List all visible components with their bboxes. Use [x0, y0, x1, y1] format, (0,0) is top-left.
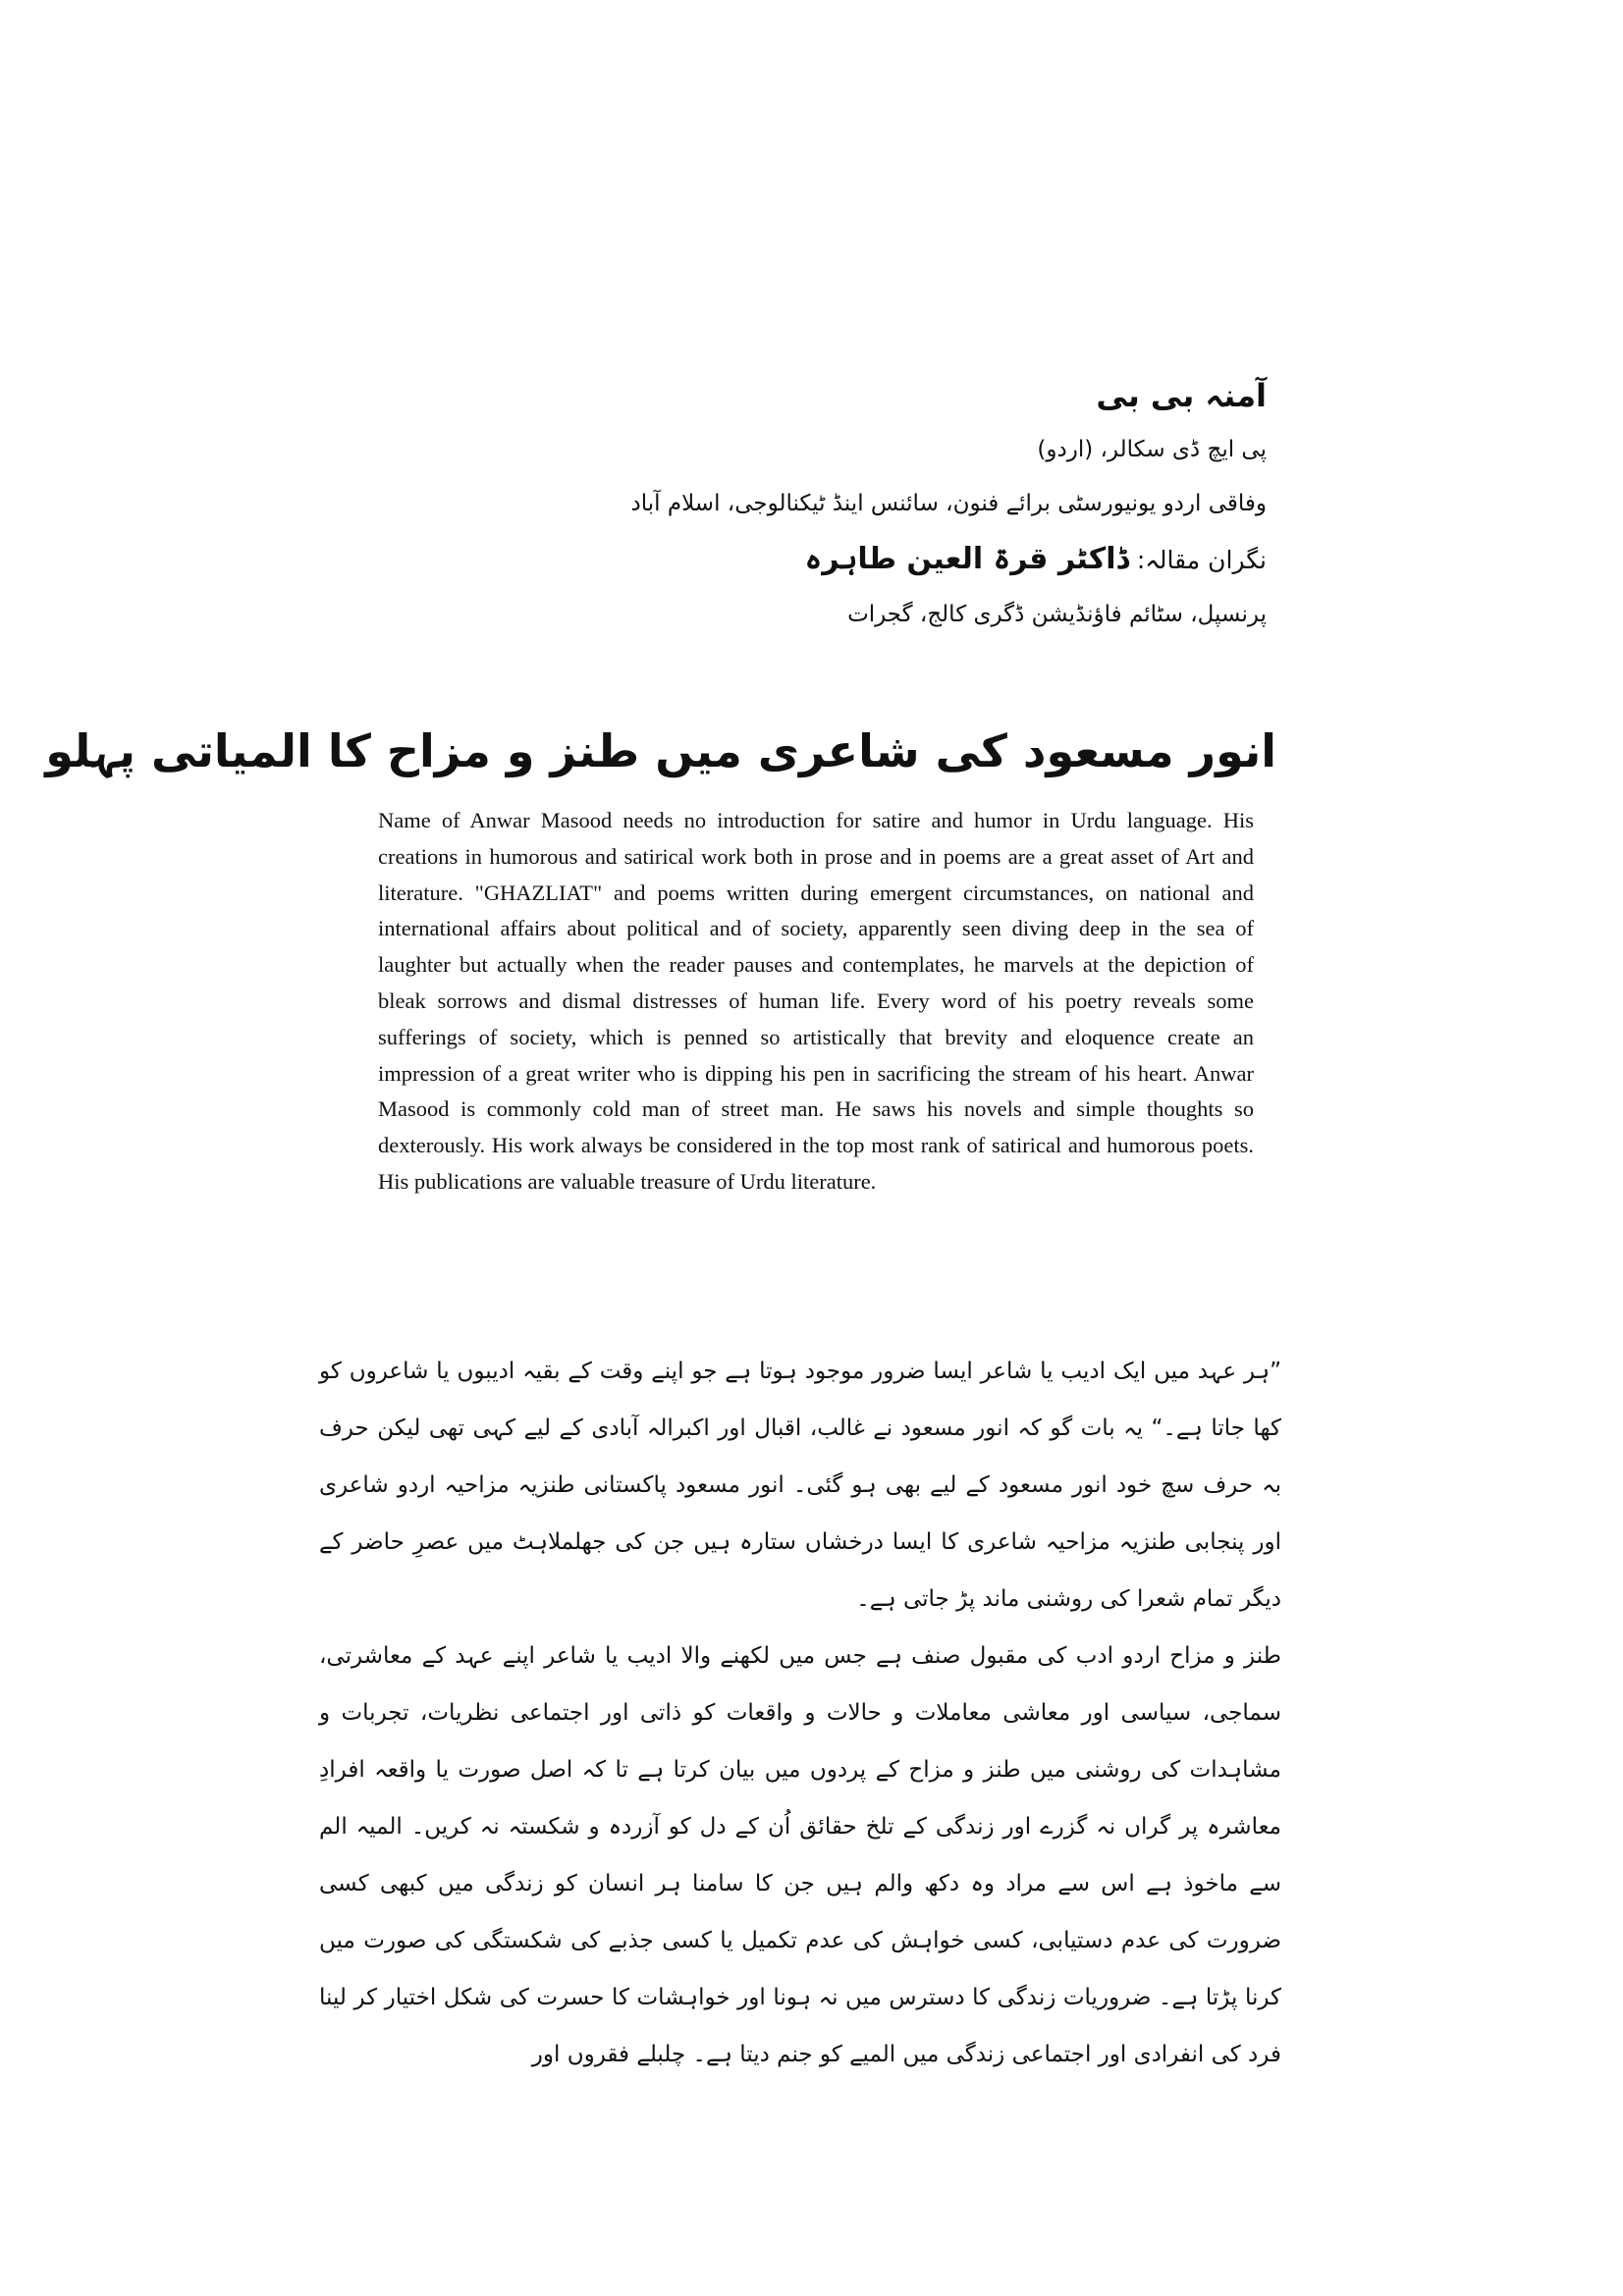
paper-title: انور مسعود کی شاعری میں طنز و مزاح کا المیاتی پہلو — [45, 724, 1276, 777]
body-text — [319, 1343, 1281, 2083]
supervisor-label: نگران مقالہ: — [1136, 546, 1267, 574]
author-block — [550, 368, 1267, 642]
supervisor-name: ڈاکٹر قرۃ العین طاہرہ — [804, 542, 1129, 576]
body-paragraph-1: ”ہر عہد میں ایک ادیب یا شاعر ایسا ضرور موجود ہوتا ہے جو اپنے وقت کے بقیہ ادیبوں یا شاعروں کو کھا جاتا ہے۔“ یہ بات گو کہ انور مسعود نے غالب، اقبال اور اکبرالہ آبادی کے لیے کہی تھی لیکن حرف بہ حرف سچ خود انور مسعود کے لیے بھی ہو گئی۔ انور مسعود پاکستانی طنزیہ مزاحیہ اردو شاعری اور پنجابی طنزیہ مزاحیہ شاعری کا ایسا درخشاں ستارہ ہیں جن کی جھلملاہٹ میں عصرِ حاضر کے دیگر تمام شعرا کی روشنی ماند پڑ جاتی ہے۔ — [319, 1359, 1281, 1612]
supervisor-line — [550, 531, 1267, 588]
abstract-text: Name of Anwar Masood needs no introduction for satire and humor in Urdu language. His creations in humorous and satirical work both in prose and in poems are a great asset of Art and literature. "GHAZLIAT" and poems written during emergent circumstances, on national and international affairs about political and of society, apparently seen diving deep in the sea of laughter but actually when the reader pauses and contemplates, he marvels at the depiction of bleak sorrows and dismal distresses of human life. Every word of his poetry reveals some sufferings of society, which is penned so artistically that brevity and eloquence create an impression of a great writer who is dipping his pen in sacrificing the stream of his heart. Anwar Masood is commonly cold man of street man. He saws his novels and simple thoughts so dexterously. His work always be considered in the top most rank of satirical and humorous poets. His publications are valuable treasure of Urdu literature. — [378, 808, 1254, 1194]
author-designation: پی ایچ ڈی سکالر، (اردو) — [1037, 437, 1267, 462]
author-institution: وفاقی اردو یونیورسٹی برائے فنون، سائنس اینڈ ٹیکنالوجی، اسلام آباد — [630, 491, 1267, 516]
author-name: آمنہ بی بی — [1096, 377, 1267, 414]
body-paragraph-2: طنز و مزاح اردو ادب کی مقبول صنف ہے جس میں لکھنے والا ادیب یا شاعر اپنے عہد کے معاشرتی، سماجی، سیاسی اور معاشی معاملات و حالات و واقعات کو ذاتی اور اجتماعی نظریات، تجربات و مشاہدات کی روشنی میں طنز و مزاح کے پردوں میں بیان کرتا ہے تا کہ اصل صورت یا واقعہ افرادِ معاشرہ پر گراں نہ گزرے اور زندگی کے تلخ حقائق اُن کے دل کو آزردہ و شکستہ نہ کریں۔ المیہ الم سے ماخوذ ہے اس سے مراد وہ دکھ والم ہیں جن کا سامنا ہر انسان کو زندگی میں کبھی کسی ضرورت کی عدم دستیابی، کسی خواہش کی عدم تکمیل یا کسی جذبے کی شکستگی کی صورت میں کرنا پڑتا ہے۔ ضروریات زندگی کا دسترس میں نہ ہونا اور خواہشات کا حسرت کی شکل اختیار کر لینا فرد کی انفرادی اور اجتماعی زندگی میں المیے کو جنم دیتا ہے۔ چلبلے فقروں اور — [319, 1643, 1281, 2067]
supervisor-designation: پرنسپل، سٹائم فاؤنڈیشن ڈگری کالج، گجرات — [847, 602, 1267, 627]
